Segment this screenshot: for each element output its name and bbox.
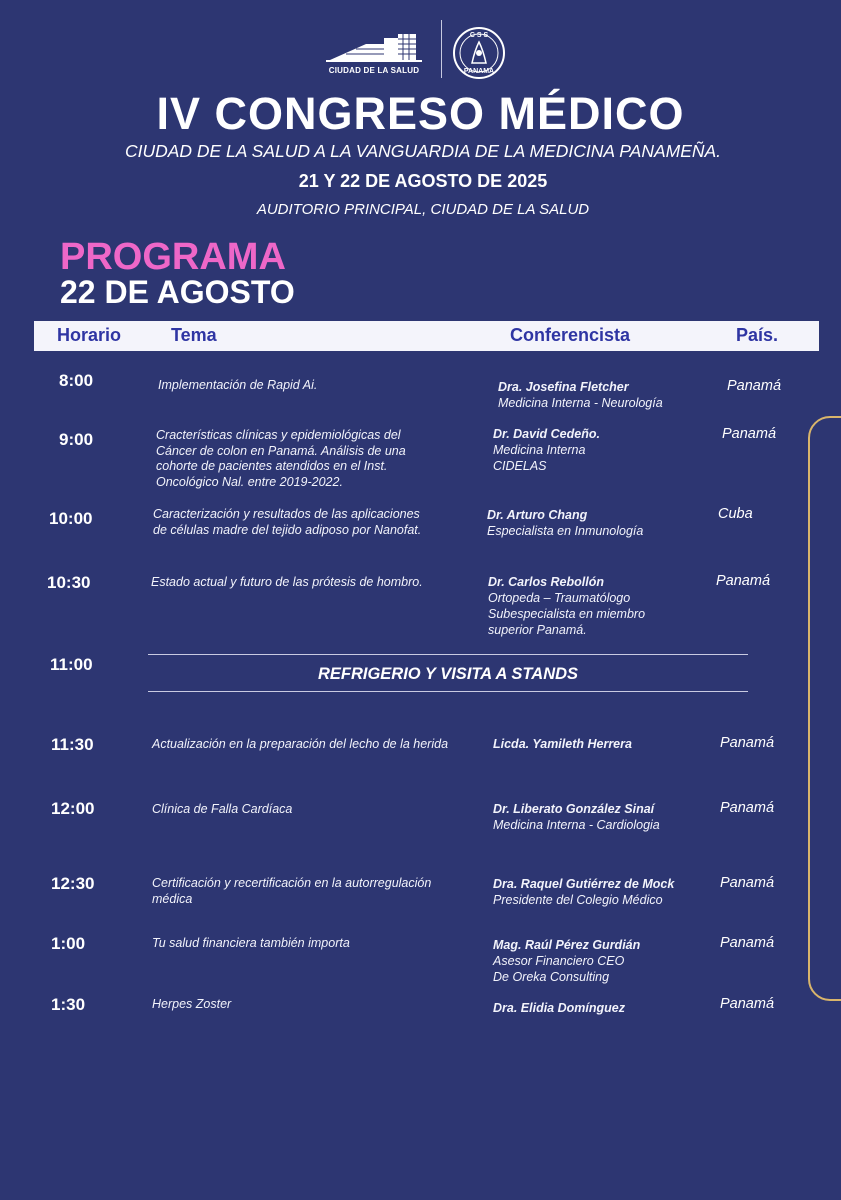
topic-line: Cáncer de colon en Panamá. Análisis de una xyxy=(156,443,406,458)
speaker-name: Dra. Raquel Gutiérrez de Mock xyxy=(493,877,675,891)
topic-line: Caracterización y resultados de las aplicaciones xyxy=(153,507,420,521)
program-day: 22 DE AGOSTO xyxy=(60,274,295,310)
session-topic xyxy=(151,575,423,591)
session-speaker xyxy=(493,937,640,985)
speaker-detail: Ortopeda – Traumatólogo xyxy=(488,591,631,605)
topic-line: médica xyxy=(152,891,193,906)
speaker-name: Dr. Arturo Chang xyxy=(487,508,588,522)
session-speaker xyxy=(493,1000,625,1016)
congress-title: IV CONGRESO MÉDICO xyxy=(156,88,685,139)
topic-line: Oncológico Nal. entre 2019-2022. xyxy=(156,474,343,489)
ciudad-de-la-salud-logo xyxy=(326,30,422,80)
session-topic xyxy=(152,802,292,818)
speaker-name: Mag. Raúl Pérez Gurdián xyxy=(493,938,641,952)
session-speaker xyxy=(498,379,663,411)
topic-line: cohorte de pacientes atendidos en el Inst. xyxy=(156,459,388,473)
session-country: Panamá xyxy=(716,573,771,589)
speaker-name: Licda. Yamileth Herrera xyxy=(493,737,632,751)
session-country: Cuba xyxy=(718,506,753,522)
column-header-horario: Horario xyxy=(57,325,122,345)
speaker-name: Dr. David Cedeño. xyxy=(493,427,600,441)
session-time: 12:30 xyxy=(51,874,95,893)
break-label: REFRIGERIO Y VISITA A STANDS xyxy=(317,665,579,683)
topic-line: de células madre del tejido adiposo por Nanofat. xyxy=(153,522,422,537)
session-topic xyxy=(158,378,317,394)
session-country: Panamá xyxy=(727,378,782,394)
topic-line: Clínica de Falla Cardíaca xyxy=(152,802,293,816)
logo-divider xyxy=(441,20,442,78)
topic-line: Implementación de Rapid Ai. xyxy=(158,378,318,392)
session-speaker xyxy=(493,801,660,833)
speaker-detail: Especialista en Inmunología xyxy=(487,524,644,538)
speaker-name: Dr. Liberato González Sinaí xyxy=(493,802,655,816)
session-time: 1:00 xyxy=(51,934,86,953)
session-time: 1:30 xyxy=(51,995,86,1014)
congress-venue: AUDITORIO PRINCIPAL, CIUDAD DE LA SALUD xyxy=(256,201,590,218)
session-time: 8:00 xyxy=(59,371,94,390)
session-topic xyxy=(152,997,231,1013)
speaker-detail: Asesor Financiero CEO xyxy=(493,954,625,968)
session-country: Panamá xyxy=(722,426,777,442)
speaker-detail: Medicina Interna - Neurología xyxy=(498,396,663,410)
speaker-detail: superior Panamá. xyxy=(488,623,587,637)
topic-line: Herpes Zoster xyxy=(152,997,232,1011)
session-time: 11:30 xyxy=(51,735,94,754)
program-heading: PROGRAMA xyxy=(60,236,286,278)
column-header-conferencista: Conferencista xyxy=(510,325,631,345)
topic-line: Cracterísticas clínicas y epidemiológicas del xyxy=(156,428,401,442)
table-header xyxy=(34,321,819,351)
session-speaker xyxy=(487,507,643,539)
speaker-name: Dra. Josefina Fletcher xyxy=(498,380,629,394)
session-topic xyxy=(153,507,421,538)
session-country: Panamá xyxy=(720,935,775,951)
logo-label: CIUDAD DE LA SALUD xyxy=(328,66,420,75)
session-topic xyxy=(152,737,448,753)
speaker-detail: Medicina Interna xyxy=(493,443,586,457)
session-time: 12:00 xyxy=(51,799,95,818)
hospital-building-icon xyxy=(326,30,422,66)
speaker-name: Dra. Elidia Domínguez xyxy=(493,1001,625,1015)
speaker-detail: CIDELAS xyxy=(493,459,547,473)
session-country: Panamá xyxy=(720,875,775,891)
topic-line: Estado actual y futuro de las prótesis de hombro. xyxy=(151,575,423,589)
break-time: 11:00 xyxy=(50,655,93,674)
speaker-detail: Subespecialista en miembro xyxy=(488,607,646,621)
session-topic xyxy=(152,936,350,952)
session-topic xyxy=(156,428,406,490)
session-speaker xyxy=(493,426,600,474)
topic-line: Actualización en la preparación del lecho de la herida xyxy=(152,737,449,751)
break-rule-bottom xyxy=(148,691,748,692)
congress-subtitle: CIUDAD DE LA SALUD A LA VANGUARDIA DE LA MEDICINA PANAMEÑA. xyxy=(124,141,722,161)
session-speaker xyxy=(493,736,632,752)
session-time: 10:00 xyxy=(49,509,93,528)
speaker-name: Dr. Carlos Rebollón xyxy=(488,575,604,589)
break-rule-top xyxy=(148,654,748,655)
session-country: Panamá xyxy=(720,996,775,1012)
congress-dates: 21 Y 22 DE AGOSTO DE 2025 xyxy=(298,171,548,191)
session-time: 10:30 xyxy=(47,573,91,592)
session-country: Panamá xyxy=(720,800,775,816)
decorative-bracket xyxy=(808,416,841,1001)
speaker-detail: Medicina Interna - Cardiologia xyxy=(493,818,660,832)
topic-line: Certificación y recertificación en la autorregulación xyxy=(152,876,432,890)
speaker-detail: De Oreka Consulting xyxy=(493,970,610,984)
seal-top-text: C S S xyxy=(469,32,489,39)
session-time: 9:00 xyxy=(59,430,94,449)
topic-line: Tu salud financiera también importa xyxy=(152,936,350,950)
session-speaker xyxy=(493,876,674,908)
column-header-pais: País. xyxy=(736,325,779,345)
session-country: Panamá xyxy=(720,735,775,751)
session-topic xyxy=(152,876,431,907)
seal-bottom-text: PANAMA xyxy=(463,68,495,75)
speaker-detail: Presidente del Colegio Médico xyxy=(493,893,663,907)
column-header-tema: Tema xyxy=(171,325,217,345)
session-speaker xyxy=(488,574,645,638)
css-panama-seal xyxy=(452,26,506,80)
